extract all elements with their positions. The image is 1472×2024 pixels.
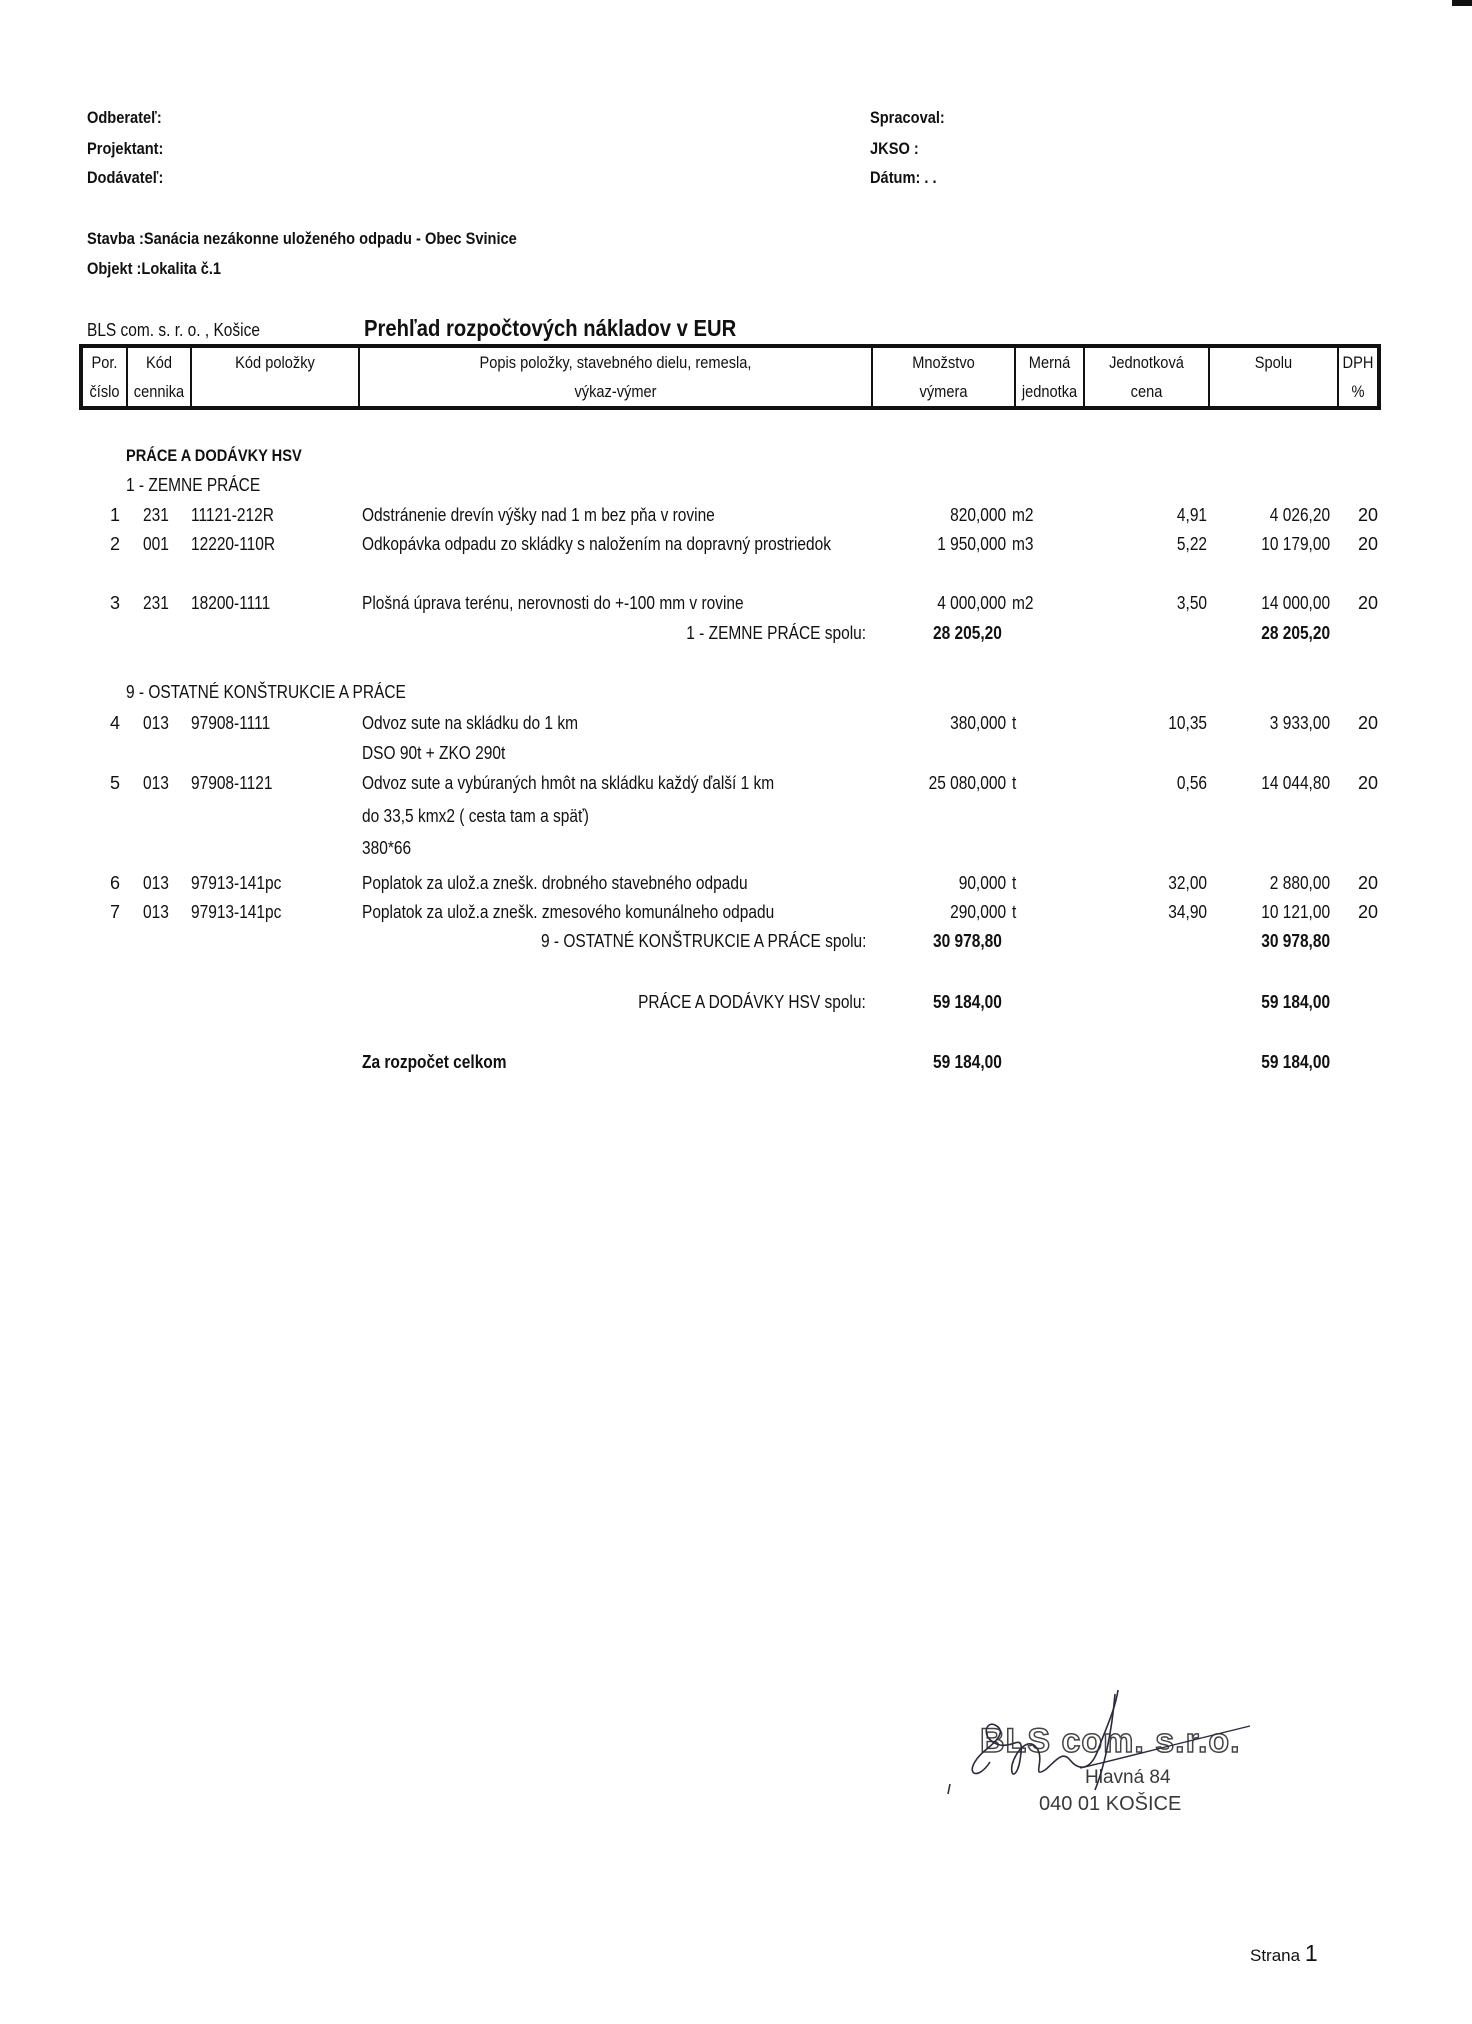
company-name: BLS com. s. r. o. , Košice — [87, 320, 260, 340]
row-number: 7 — [110, 902, 121, 922]
th-kod — [128, 348, 190, 406]
stavba-line: Stavba :Sanácia nezákonne uloženého odpadu - Obec Svinice — [87, 229, 517, 248]
row-kod: 231 — [143, 505, 169, 525]
document-title: Prehľad rozpočtových nákladov v EUR — [364, 315, 737, 341]
row-mj: t — [1012, 902, 1017, 922]
row-number: 2 — [110, 534, 121, 554]
grand-total-b: 59 184,00 — [1261, 1052, 1330, 1072]
row-polozka: 97908-1121 — [191, 773, 273, 793]
row-polozka: 97913-141pc — [191, 873, 282, 893]
row-cena: 34,90 — [1168, 902, 1207, 922]
odberatel-label: Odberateľ: — [87, 108, 162, 127]
th-por-line1: Por. — [91, 353, 118, 372]
row-dph: 20 — [1358, 505, 1379, 525]
row-spolu: 4 026,20 — [1269, 505, 1330, 525]
row-spolu: 10 179,00 — [1261, 534, 1330, 554]
grand-total-a: 59 184,00 — [933, 1052, 1002, 1072]
th-jednotkova-line2: cena — [1130, 382, 1163, 401]
row-popis: Plošná úprava terénu, nerovnosti do +-100 mm v rovine — [362, 593, 744, 613]
section1-total-label: 1 - ZEMNE PRÁCE spolu: — [686, 623, 866, 643]
row-popis-continuation: do 33,5 kmx2 ( cesta tam a späť) — [362, 806, 589, 826]
row-mnozstvo: 4 000,000 — [937, 593, 1006, 613]
hsv-total-b: 59 184,00 — [1261, 992, 1330, 1012]
page-label — [1250, 1940, 1318, 1967]
row-number: 3 — [110, 593, 121, 613]
scan-edge — [1452, 0, 1472, 6]
row-mj: m2 — [1012, 593, 1034, 613]
row-spolu: 2 880,00 — [1269, 873, 1330, 893]
row-spolu: 10 121,00 — [1261, 902, 1330, 922]
row-mnozstvo: 90,000 — [958, 873, 1006, 893]
objekt-line: Objekt :Lokalita č.1 — [87, 259, 222, 278]
row-popis: Poplatok za ulož.a znešk. zmesového komunálneho odpadu — [362, 902, 775, 922]
signature-image — [940, 1690, 1260, 1820]
th-dph — [1339, 348, 1377, 406]
dodavatel-label: Dodávateľ: — [87, 168, 164, 187]
row-cena: 3,50 — [1176, 593, 1207, 613]
th-popis — [360, 348, 871, 406]
row-mj: m3 — [1012, 534, 1034, 554]
row-popis-continuation: DSO 90t + ZKO 290t — [362, 743, 506, 763]
row-mj: m2 — [1012, 505, 1034, 525]
row-popis: Odvoz sute na skládku do 1 km — [362, 713, 578, 733]
row-number: 6 — [110, 873, 121, 893]
row-dph: 20 — [1358, 534, 1379, 554]
section1-title: 1 - ZEMNE PRÁCE — [126, 475, 261, 495]
row-kod: 013 — [143, 713, 169, 733]
stamp-city: 040 01 KOŠICE — [1039, 1793, 1182, 1815]
th-popis-line2: výkaz-výmer — [574, 382, 657, 401]
th-popis-line1: Popis položky, stavebného dielu, remesla, — [479, 353, 752, 372]
row-spolu: 14 000,00 — [1261, 593, 1330, 613]
jkso-label: JKSO : — [870, 139, 919, 158]
th-mnozstvo-line2: výmera — [919, 382, 968, 401]
page-label-text: Strana — [1250, 1946, 1301, 1965]
projektant-label: Projektant: — [87, 139, 164, 158]
row-mj: t — [1012, 873, 1017, 893]
row-popis: Poplatok za ulož.a znešk. drobného stavebného odpadu — [362, 873, 748, 893]
row-kod: 001 — [143, 534, 169, 554]
th-jednotkova-line1: Jednotková — [1109, 353, 1184, 372]
row-dph: 20 — [1358, 873, 1379, 893]
th-spolu-line1: Spolu — [1254, 353, 1293, 372]
hsv-total-label: PRÁCE A DODÁVKY HSV spolu: — [638, 992, 866, 1012]
row-number: 1 — [110, 505, 121, 525]
row-kod: 231 — [143, 593, 169, 613]
row-number: 5 — [110, 773, 121, 793]
table-header — [79, 344, 1381, 410]
page-number: 1 — [1304, 1940, 1318, 1966]
th-dph-line2: % — [1351, 382, 1365, 401]
row-kod: 013 — [143, 902, 169, 922]
th-merna — [1016, 348, 1083, 406]
section1-total-a: 28 205,20 — [933, 623, 1002, 643]
row-polozka: 97908-1111 — [191, 713, 271, 733]
row-dph: 20 — [1358, 593, 1379, 613]
row-cena: 4,91 — [1176, 505, 1207, 525]
section9-total-label: 9 - OSTATNÉ KONŠTRUKCIE A PRÁCE spolu: — [540, 931, 866, 951]
hsv-total-a: 59 184,00 — [933, 992, 1002, 1012]
row-popis: Odkopávka odpadu zo skládky s naložením na dopravný prostriedok — [362, 534, 831, 554]
stamp-company-name: BLS com. s.r.o. — [980, 1722, 1241, 1760]
row-popis: Odstránenie drevín výšky nad 1 m bez pňa v rovine — [362, 505, 715, 525]
row-cena: 0,56 — [1176, 773, 1207, 793]
row-mj: t — [1012, 773, 1017, 793]
section9-total-b: 30 978,80 — [1261, 931, 1330, 951]
row-polozka: 12220-110R — [191, 534, 276, 554]
row-mnozstvo: 380,000 — [950, 713, 1006, 733]
th-kod-line1: Kód — [145, 353, 173, 372]
row-number: 4 — [110, 713, 121, 733]
th-kod-polozky-line1: Kód položky — [235, 353, 315, 372]
th-jednotkova — [1085, 348, 1208, 406]
row-dph: 20 — [1358, 713, 1379, 733]
th-por-line2: číslo — [89, 382, 120, 401]
row-kod: 013 — [143, 873, 169, 893]
th-mnozstvo — [873, 348, 1014, 406]
grand-total-label: Za rozpočet celkom — [362, 1052, 507, 1072]
row-mnozstvo: 290,000 — [950, 902, 1006, 922]
section9-title: 9 - OSTATNÉ KONŠTRUKCIE A PRÁCE — [126, 682, 406, 702]
spracoval-label: Spracoval: — [870, 108, 945, 127]
section1-total-b: 28 205,20 — [1261, 623, 1330, 643]
th-dph-line1: DPH — [1342, 353, 1374, 372]
row-polozka: 18200-1111 — [191, 593, 271, 613]
row-dph: 20 — [1358, 773, 1379, 793]
th-kod-polozky — [192, 348, 358, 406]
th-kod-line2: cennika — [133, 382, 185, 401]
row-mnozstvo: 820,000 — [950, 505, 1006, 525]
row-mnozstvo: 1 950,000 — [937, 534, 1006, 554]
row-cena: 5,22 — [1176, 534, 1207, 554]
row-cena: 10,35 — [1168, 713, 1207, 733]
th-mnozstvo-line1: Množstvo — [912, 353, 975, 372]
section9-total-a: 30 978,80 — [933, 931, 1002, 951]
row-cena: 32,00 — [1168, 873, 1207, 893]
row-spolu: 3 933,00 — [1269, 713, 1330, 733]
row-popis-continuation: 380*66 — [362, 838, 412, 858]
row-mnozstvo: 25 080,000 — [928, 773, 1006, 793]
row-polozka: 97913-141pc — [191, 902, 282, 922]
row-kod: 013 — [143, 773, 169, 793]
row-dph: 20 — [1358, 902, 1379, 922]
row-mj: t — [1012, 713, 1017, 733]
row-popis: Odvoz sute a vybúraných hmôt na skládku každý ďalší 1 km — [362, 773, 775, 793]
th-merna-line2: jednotka — [1021, 382, 1078, 401]
section-main-title: PRÁCE A DODÁVKY HSV — [126, 446, 302, 465]
stamp-street: Hlavná 84 — [1085, 1767, 1171, 1788]
th-por — [83, 348, 126, 406]
row-spolu: 14 044,80 — [1261, 773, 1330, 793]
th-merna-line1: Merná — [1028, 353, 1071, 372]
th-spolu — [1210, 348, 1337, 406]
row-polozka: 11121-212R — [191, 505, 274, 525]
datum-label: Dátum: . . — [870, 168, 937, 187]
